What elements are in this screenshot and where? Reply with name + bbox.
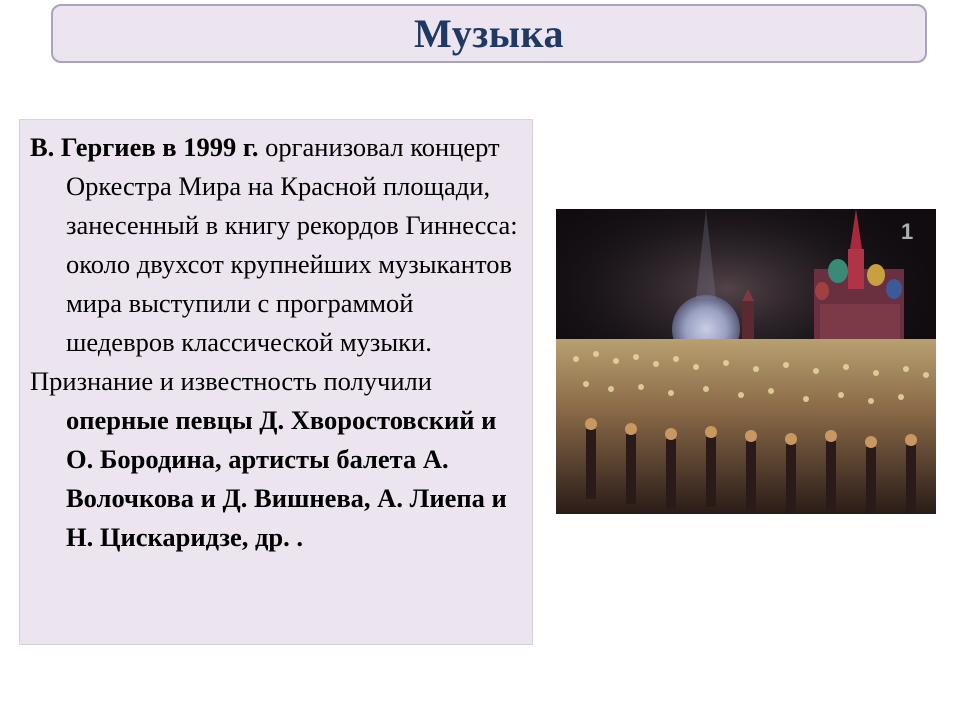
concert-photo [556,209,936,514]
title-bar [51,4,927,63]
slide-title: Музыка [414,11,564,56]
text-box [19,119,533,645]
paragraph-recognition-names: оперные певцы Д. Хворостовский и О. Бородина, артисты балета А. Волочкова и Д. Вишнева, А. Лиепа и Н. Цискаридзе, др. . [66,405,507,552]
paragraph-recognition-lead: Признание и известность получили [30,366,432,396]
paragraph-recognition [30,362,522,557]
svg-text:1: 1 [901,219,914,244]
paragraph-gergiev [30,128,522,362]
paragraph-gergiev-body: организовал концерт Оркестра Мира на Красной площади, занесенный в книгу рекордов Гиннесса: около двухсот крупнейших музыкантов мира выступили с программой шедевров классической музыки. [66,132,518,357]
paragraph-gergiev-lead: В. Гергиев в 1999 г. [30,132,259,162]
concert-photo-icon [556,209,936,514]
